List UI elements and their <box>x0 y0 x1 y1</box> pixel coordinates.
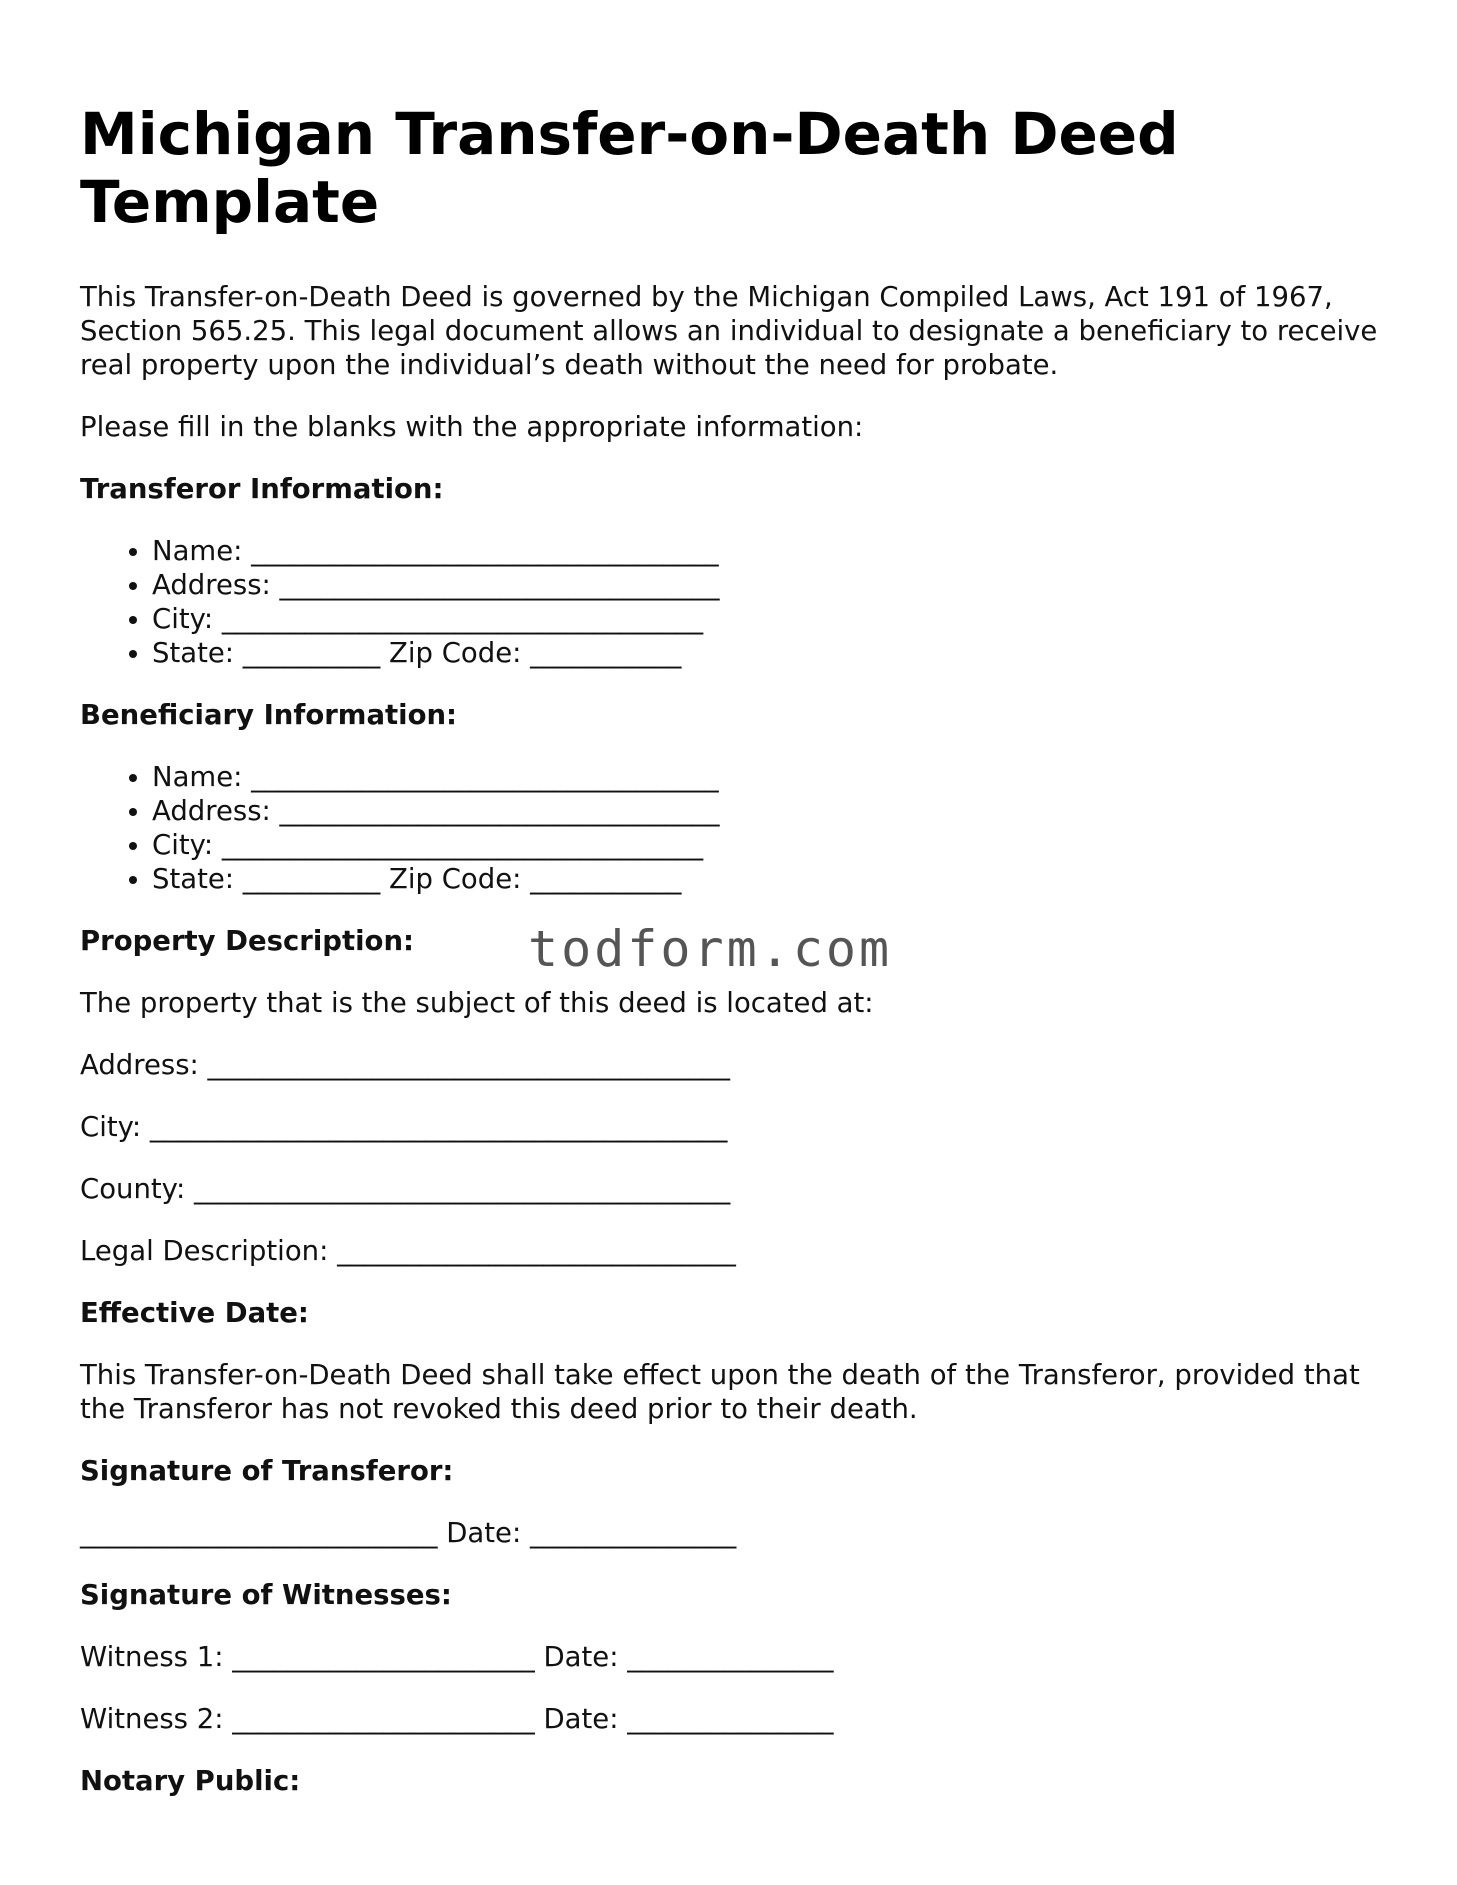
transferor-name-field: • Name: __________________________________ <box>152 534 1380 568</box>
effective-date-heading: Effective Date: <box>80 1297 309 1329</box>
transferor-city-field: • City: ___________________________________ <box>152 602 1380 636</box>
beneficiary-address-field: • Address: ________________________________ <box>152 794 1380 828</box>
transferor-fields <box>80 534 1380 670</box>
transferor-heading: Transferor Information: <box>80 473 444 505</box>
witness-2-line: Witness 2: ______________________ Date: _______________ <box>80 1703 834 1735</box>
property-address-field: Address: ______________________________________ <box>80 1049 731 1081</box>
transferor-signature-line: __________________________ Date: _______________ <box>80 1517 737 1549</box>
watermark: todform.com <box>528 920 893 978</box>
witness-1-line: Witness 1: ______________________ Date: _______________ <box>80 1641 834 1673</box>
property-legal-description-field: Legal Description: _____________________________ <box>80 1235 736 1267</box>
page-title: Michigan Transfer-on-Death Deed Template <box>80 100 1179 236</box>
transferor-signature-heading: Signature of Transferor: <box>80 1455 454 1487</box>
instruction-text: Please fill in the blanks with the appropriate information: <box>80 411 864 443</box>
beneficiary-state-zip-field: • State: __________ Zip Code: ___________ <box>152 862 1380 896</box>
transferor-address-field: • Address: ________________________________ <box>152 568 1380 602</box>
effective-date-text: This Transfer-on-Death Deed shall take effect upon the death of the Transferor, provided that the Transferor has not revoked this deed prior to their death. <box>80 1359 1360 1425</box>
property-heading: Property Description: <box>80 925 415 957</box>
beneficiary-fields <box>80 760 1380 896</box>
beneficiary-name-field: • Name: __________________________________ <box>152 760 1380 794</box>
property-city-field: City: __________________________________________ <box>80 1111 728 1143</box>
beneficiary-city-field: • City: ___________________________________ <box>152 828 1380 862</box>
intro-paragraph: This Transfer-on-Death Deed is governed by the Michigan Compiled Laws, Act 191 of 1967, Section 565.25. This legal document allows an individual to designate a beneficiary to receive real property upon the individual’s death without the need for probate. <box>80 281 1378 381</box>
property-intro: The property that is the subject of this deed is located at: <box>80 987 874 1019</box>
property-county-field: County: _______________________________________ <box>80 1173 731 1205</box>
notary-heading: Notary Public: <box>80 1765 301 1797</box>
transferor-state-zip-field: • State: __________ Zip Code: ___________ <box>152 636 1380 670</box>
beneficiary-heading: Beneficiary Information: <box>80 699 458 731</box>
witnesses-signature-heading: Signature of Witnesses: <box>80 1579 452 1611</box>
